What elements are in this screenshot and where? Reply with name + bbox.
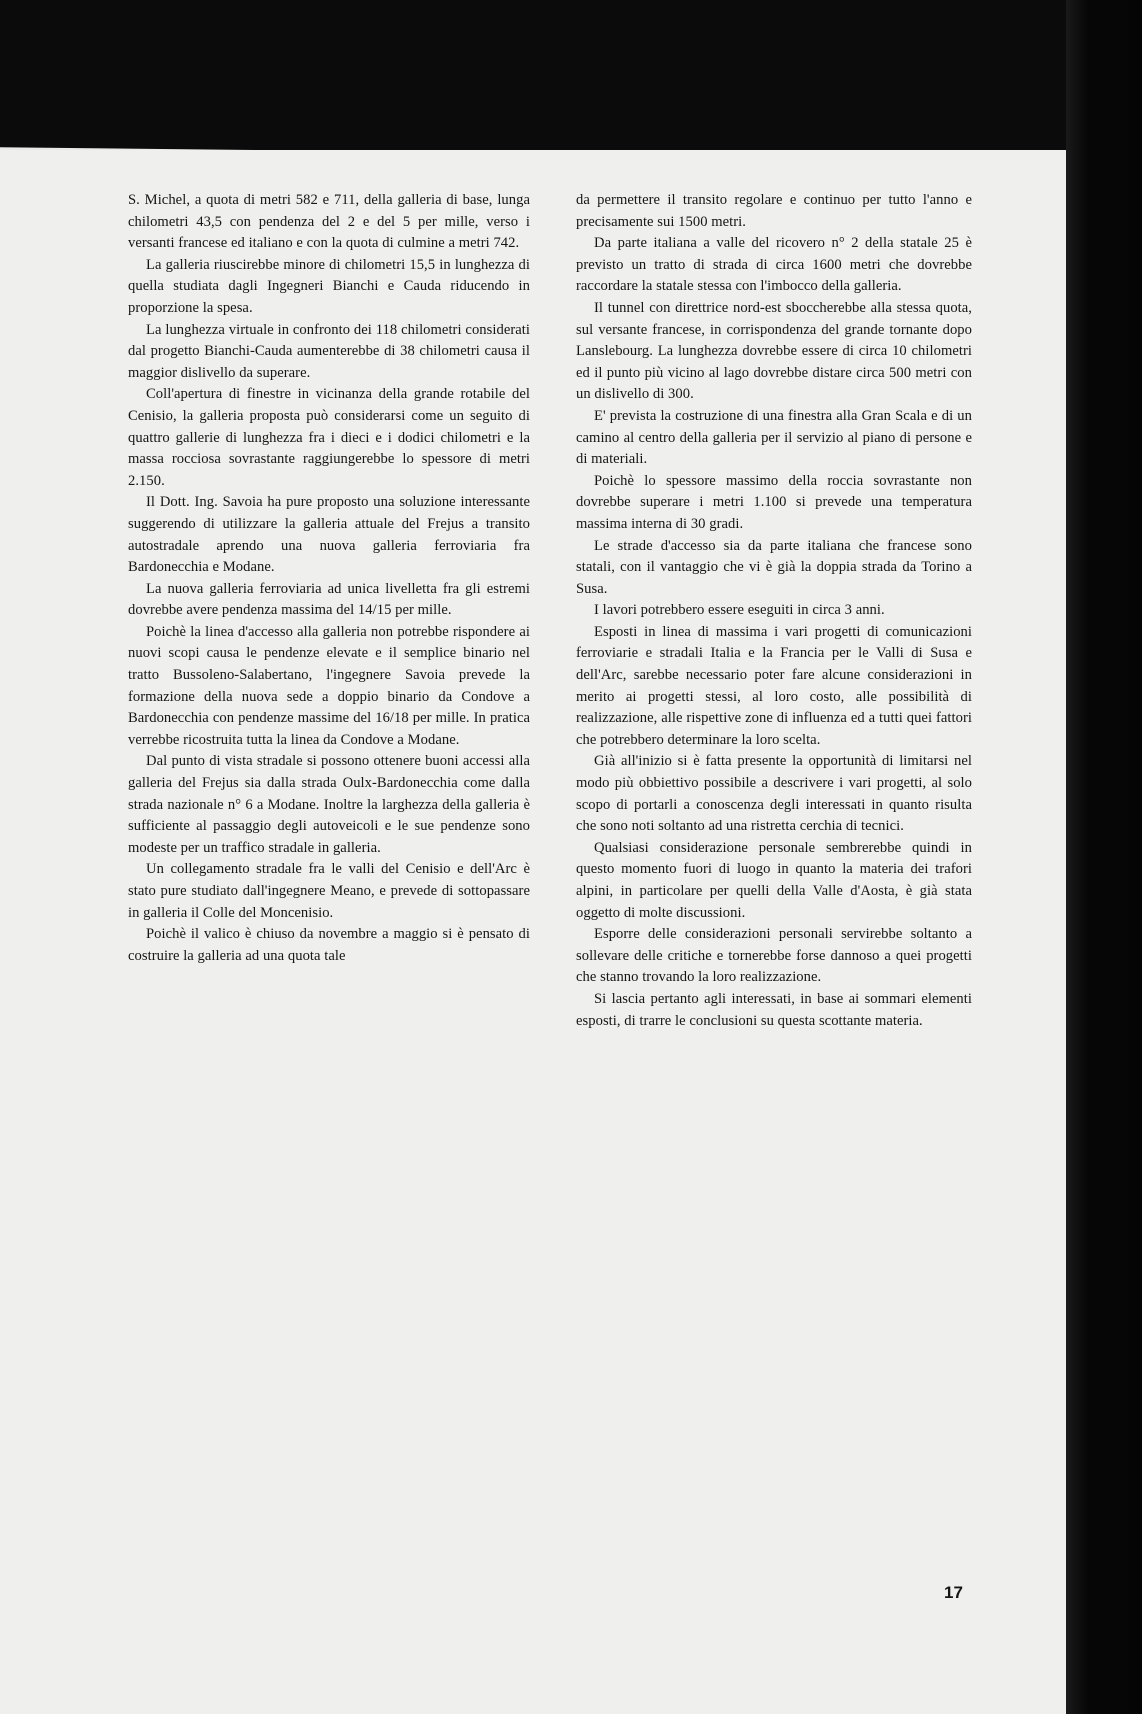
paragraph: Già all'inizio si è fatta presente la opportunità di limitarsi nel modo più obbiettivo possibile a descrivere i vari progetti, al solo scopo di portarli a conoscenza degli interessati in quanto risulta che sono noti soltanto ad una ristretta cerchia di tecnici. bbox=[576, 753, 972, 835]
paragraph: Da parte italiana a valle del ricovero n° 2 della statale 25 è previsto un tratto di strada di circa 1600 metri che dovrebbe raccordare la statale stessa con l'imbocco della galleria. bbox=[576, 235, 972, 295]
paragraph: Qualsiasi considerazione personale sembrerebbe quindi in questo momento fuori di luogo in quanto la materia dei trafori alpini, in particolare per quelli della Valle d'Aosta, è già stata oggetto di molte discussioni. bbox=[576, 839, 972, 921]
left-column bbox=[128, 190, 530, 967]
paragraph: I lavori potrebbero essere eseguiti in circa 3 anni. bbox=[594, 602, 885, 619]
paragraph: La lunghezza virtuale in confronto dei 118 chilometri considerati dal progetto Bianchi-Cauda aumenterebbe di 38 chilometri causa il maggior dislivello da superare. bbox=[128, 321, 530, 381]
paragraph: Dal punto di vista stradale si possono ottenere buoni accessi alla galleria del Frejus sia dalla strada Oulx-Bardonecchia come dalla strada nazionale n° 6 a Modane. Inoltre la larghezza della galleria è sufficiente al passaggio degli autoveicoli e le sue pendenze sono modeste per un traffico stradale in galleria. bbox=[128, 753, 530, 856]
paragraph: Un collegamento stradale fra le valli del Cenisio e dell'Arc è stato pure studiato dall'ingegnere Meano, e prevede di sottopassare in galleria il Colle del Moncenisio. bbox=[128, 861, 530, 921]
right-column bbox=[576, 190, 972, 1032]
paragraph: S. Michel, a quota di metri 582 e 711, della galleria di base, lunga chilometri 43,5 con pendenza del 2 e del 5 per mille, verso i versanti francese ed italiano e con la quota di culmine a metri 742. bbox=[128, 192, 530, 252]
paragraph: Coll'apertura di finestre in vicinanza della grande rotabile del Cenisio, la galleria proposta può considerarsi come un seguito di quattro gallerie di lunghezza fra i dieci e i dodici chilometri e la massa rocciosa sovrastante raggiungerebbe lo spessore di metri 2.150. bbox=[128, 386, 530, 489]
paragraph: Poichè il valico è chiuso da novembre a maggio si è pensato di costruire la galleria ad una quota tale bbox=[128, 926, 530, 964]
paragraph: Si lascia pertanto agli interessati, in base ai sommari elementi esposti, di trarre le conclusioni su questa scottante materia. bbox=[576, 990, 972, 1029]
paragraph: La nuova galleria ferroviaria ad unica livelletta fra gli estremi dovrebbe avere pendenza massima del 14/15 per mille. bbox=[128, 580, 530, 619]
paragraph: da permettere il transito regolare e continuo per tutto l'anno e precisamente sui 1500 metri. bbox=[576, 192, 972, 230]
paragraph: Esposti in linea di massima i vari progetti di comunicazioni ferroviarie e stradali Italia e la Francia per le Valli di Susa e dell'Arc, sarebbe necessario poter fare alcune considerazioni in merito ai progetti stessi, al loro costo, alle possibilità di realizzazione, alle rispettive zone di influenza ed a tutti quei fattori che potrebbero determinare la loro scelta. bbox=[576, 623, 972, 748]
paragraph: La galleria riuscirebbe minore di chilometri 15,5 in lunghezza di quella studiata dagli Ingegneri Bianchi e Cauda riducendo in proporzione la spesa. bbox=[128, 256, 530, 316]
scan-border-top bbox=[0, 0, 1142, 160]
paragraph: Poichè la linea d'accesso alla galleria non potrebbe rispondere ai nuovi scopi causa le pendenze elevate e il semplice binario nel tratto Bussoleno-Salabertano, l'ingegnere Savoia prevede la formazione della nuova sede a doppio binario da Condove a Bardonecchia con pendenze massime del 16/18 per mille. In pratica verrebbe ricostruita tutta la linea da Condove a Modane. bbox=[128, 623, 530, 748]
paragraph: E' prevista la costruzione di una finestra alla Gran Scala e di un camino al centro della galleria per il servizio al piano di persone e di materiali. bbox=[576, 407, 972, 468]
paragraph: Poichè lo spessore massimo della roccia sovrastante non dovrebbe superare i metri 1.100 si prevede una temperatura massima interna di 30 gradi. bbox=[576, 472, 972, 532]
scan-border-right bbox=[1066, 0, 1142, 1714]
paragraph: Esporre delle considerazioni personali servirebbe soltanto a sollevare delle critiche e tornerebbe forse dannoso a quei progetti che stanno trovando la loro realizzazione. bbox=[576, 926, 972, 986]
page-number: 17 bbox=[944, 1583, 963, 1602]
paragraph: Il tunnel con direttrice nord-est sboccherebbe alla stessa quota, sul versante francese, in corrispondenza del grande tornante dopo Lanslebourg. La lunghezza dovrebbe essere di circa 10 chilometri ed il punto più vicino al lago dovrebbe distare circa 500 metri con un dislivello di 300. bbox=[576, 299, 972, 403]
paragraph: Il Dott. Ing. Savoia ha pure proposto una soluzione interessante suggerendo di utilizzare la galleria attuale del Frejus a transito autostradale aprendo una nuova galleria ferroviaria fra Bardonecchia e Modane. bbox=[128, 494, 530, 576]
paragraph: Le strade d'accesso sia da parte italiana che francese sono statali, con il vantaggio che vi è già la doppia strada da Torino a Susa. bbox=[576, 537, 972, 597]
